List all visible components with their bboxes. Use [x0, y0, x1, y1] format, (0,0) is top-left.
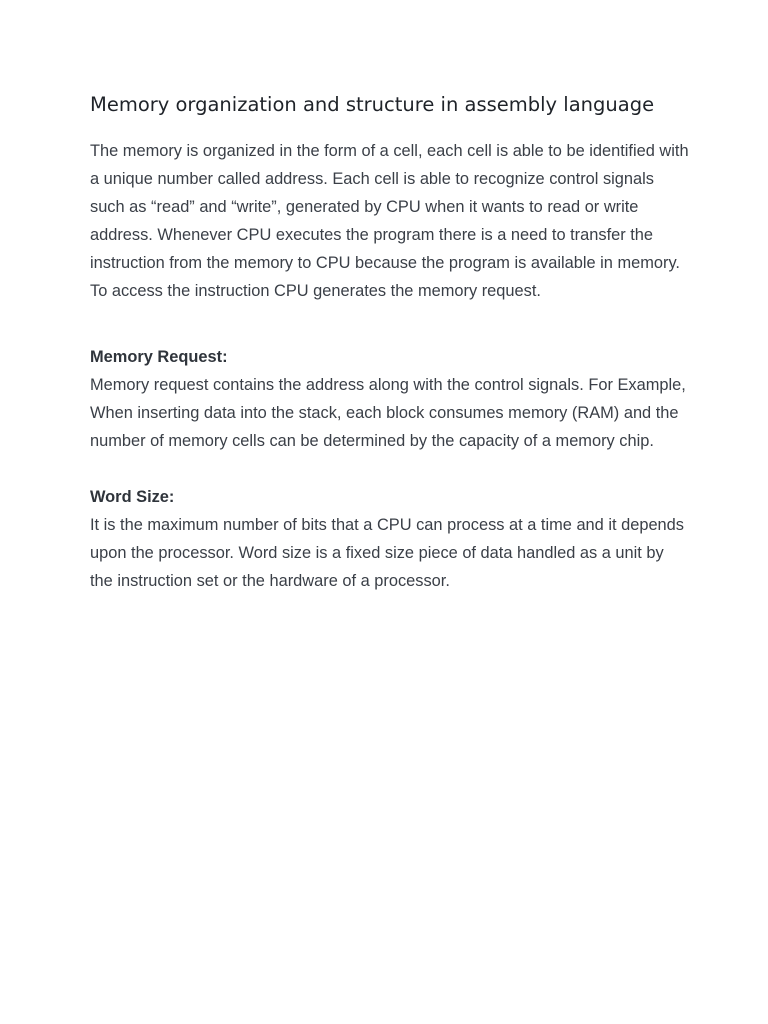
section-text-word-size: It is the maximum number of bits that a CPU can process at a time and it depends upon the processor. Word size is a fixed size piece of data handled as a unit by the instruction set or the hardware of a processor.: [90, 516, 684, 590]
section-text-memory-request: Memory request contains the address along with the control signals. For Example, When inserting data into the stack, each block consumes memory (RAM) and the number of memory cells can be determined by the capacity of a memory chip.: [90, 376, 686, 450]
document-title: Memory organization and structure in assembly language: [90, 93, 655, 116]
intro-paragraph: The memory is organized in the form of a cell, each cell is able to be identified with a unique number called address. Each cell is able to recognize control signals such as “read” and “write”, generated by CPU when it wants to read or write address. Whenever CPU executes the program there is a need to transfer the instruction from the memory to CPU because the program is available in memory. To access the instruction CPU generates the memory request.: [90, 142, 689, 300]
section-heading-word-size: Word Size:: [90, 488, 175, 506]
section-heading-memory-request: Memory Request:: [90, 348, 228, 366]
